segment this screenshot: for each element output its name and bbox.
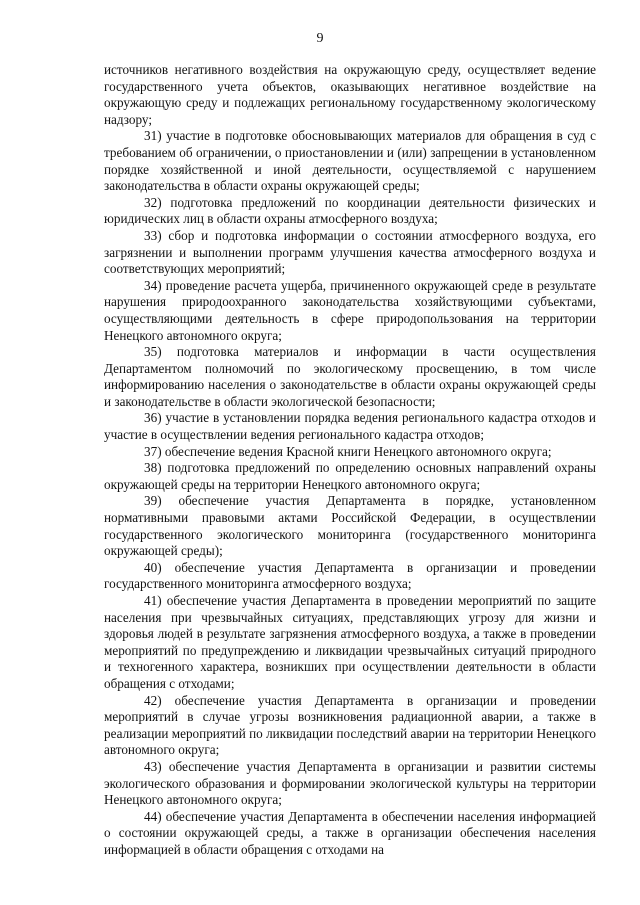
document-body — [104, 62, 596, 859]
paragraph-43: 43) обеспечение участия Департамента в организации и развитии системы экологического образования и формировании экологической культуры на территории Ненецкого автономного округа; — [104, 758, 596, 808]
paragraph-continuation: источников негативного воздействия на окружающую среду, осуществляет ведение государственного учета объектов, оказывающих негативное воздействие на окружающую среду и подлежащих региональному государственному экологическому надзору; — [104, 62, 596, 127]
paragraph-44: 44) обеспечение участия Департамента в обеспечении населения информацией о состоянии окружающей среды, а также в организации обеспечения населения информацией в области обращения с отходами на — [104, 808, 596, 857]
paragraph-33: 33) сбор и подготовка информации о состоянии атмосферного воздуха, его загрязнении и выполнении программ улучшения качества атмосферного воздуха и соответствующих мероприятий; — [104, 227, 596, 277]
paragraph-39: 39) обеспечение участия Департамента в порядке, установленном нормативными правовыми актами Российской Федерации, в осуществлении государственного экологического мониторинга (государственного мониторинга окружающей среды); — [104, 493, 596, 559]
paragraph-38: 38) подготовка предложений по определению основных направлений охраны окружающей среды на территории Ненецкого автономного округа; — [104, 460, 596, 492]
paragraph-31: 31) участие в подготовке обосновывающих материалов для обращения в суд с требованием об ограничении, о приостановлении и (или) запрещении в установленном порядке хозяйственной и иной деятельности, осуществляемой с нарушением законодательства в области охраны окружающей среды; — [104, 128, 596, 194]
page-number: 9 — [316, 31, 324, 46]
paragraph-42: 42) обеспечение участия Департамента в организации и проведении мероприятий в случае угрозы возникновения радиационной аварии, а также в реализации мероприятий по ликвидации последствий аварии на территории Ненецкого автономного округа; — [104, 692, 596, 758]
paragraph-35: 35) подготовка материалов и информации в части осуществления Департаментом полномочий по экологическому просвещению, в том числе информированию населения о законодательстве в области охраны окружающей среды и законодательстве в области экологической безопасности; — [104, 344, 596, 409]
paragraph-34: 34) проведение расчета ущерба, причиненного окружающей среде в результате нарушения природоохранного законодательства хозяйствующими субъектами, осуществляющими деятельность в сфере природопользования на территории Ненецкого автономного округа; — [104, 277, 596, 343]
paragraph-32: 32) подготовка предложений по координации деятельности физических и юридических лиц в области охраны атмосферного воздуха; — [104, 194, 596, 227]
paragraph-41: 41) обеспечение участия Департамента в проведении мероприятий по защите населения при чрезвычайных ситуациях, представляющих угрозу для жизни и здоровья людей в результате загрязнения атмосферного воздуха, а также в проведении мероприятий по предупреждению и ликвидации чрезвычайных ситуаций природного и техногенного характера, возникших при осуществлении деятельности в области обращения с отходами; — [104, 593, 596, 691]
paragraph-36: 36) участие в установлении порядка ведения регионального кадастра отходов и участие в осуществлении ведения регионального кадастра отходов; — [104, 410, 596, 443]
paragraph-37: 37) обеспечение ведения Красной книги Ненецкого автономного округа; — [144, 443, 552, 459]
paragraph-40: 40) обеспечение участия Департамента в организации и проведении государственного мониторинга атмосферного воздуха; — [104, 559, 596, 592]
